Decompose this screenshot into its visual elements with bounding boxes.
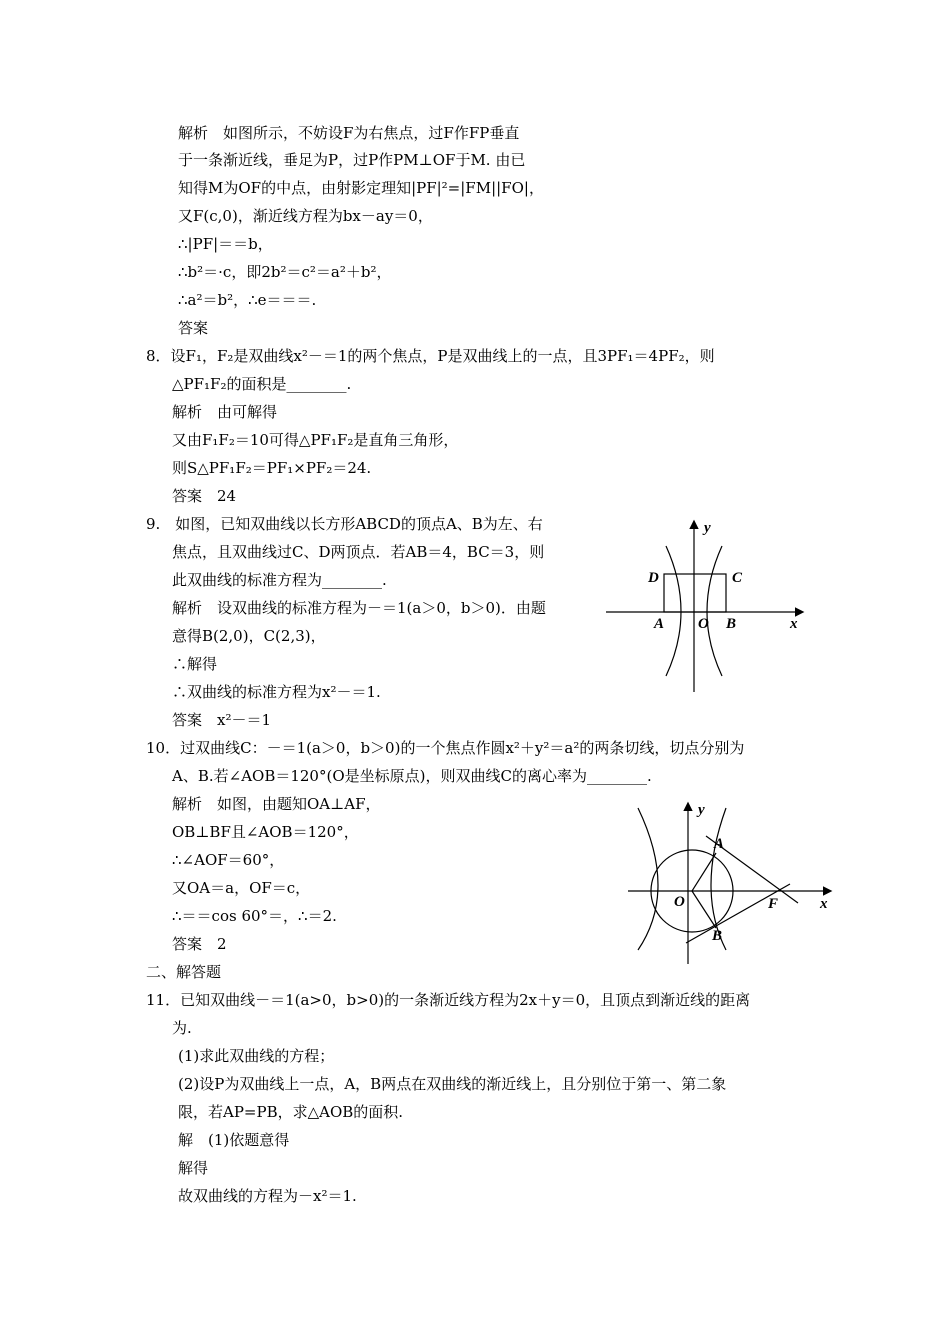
label-o: O xyxy=(698,616,709,632)
hyperbola-rectangle-figure xyxy=(604,516,814,696)
text-line: OB⊥BF且∠AOB＝120°， xyxy=(172,823,359,841)
text-line: 答案 xyxy=(178,319,209,337)
label-y: y xyxy=(704,520,711,536)
label-x: x xyxy=(820,896,828,912)
text-line: 限，若AP=PB，求△AOB的面积. xyxy=(178,1103,404,1121)
text-line: ∴∠AOF＝60°， xyxy=(172,851,285,869)
text-line: 意得B(2,0)，C(2,3)， xyxy=(172,627,326,645)
label-o: O xyxy=(674,894,685,910)
label-a: A xyxy=(714,836,725,852)
text-line: (1)求此双曲线的方程； xyxy=(178,1047,335,1065)
text-line: 焦点，且双曲线过C、D两顶点．若AB＝4，BC＝3，则 xyxy=(172,543,545,561)
text-line: 答案 24 xyxy=(172,487,237,505)
text-line: ∴＝＝cos 60°＝，∴＝2. xyxy=(172,907,337,925)
text-line: 又F(c,0)，渐近线方程为bx－ay＝0， xyxy=(178,207,433,225)
text-line: △PF₁F₂的面积是________. xyxy=(172,375,352,393)
text-line: ∴b²＝·c，即2b²＝c²＝a²＋b²， xyxy=(178,263,392,281)
text-line: 此双曲线的标准方程为________. xyxy=(172,571,387,589)
text-line: 解得 xyxy=(178,1159,209,1177)
text-line: ∴|PF|＝＝b， xyxy=(178,235,273,253)
text-line: 解析 由可解得 xyxy=(172,403,278,421)
label-y: y xyxy=(698,802,705,818)
text-line: A、B.若∠AOB＝120°(O是坐标原点)，则双曲线C的离心率为________. xyxy=(172,767,652,785)
text-line: ∴a²＝b²，∴e＝＝＝. xyxy=(178,291,317,309)
label-d: D xyxy=(648,570,659,586)
text-line: 为. xyxy=(172,1019,192,1037)
text-line: 11．已知双曲线－＝1(a>0，b>0)的一条渐近线方程为2x＋y＝0，且顶点到渐近线的距离 xyxy=(146,991,751,1009)
text-line: ∴解得 xyxy=(172,655,218,673)
text-line: 解析 如图，由题知OA⊥AF， xyxy=(172,795,381,813)
text-line: ∴双曲线的标准方程为x²－＝1. xyxy=(172,683,381,701)
text-line: 又由F₁F₂＝10可得△PF₁F₂是直角三角形， xyxy=(172,431,459,449)
label-f: F xyxy=(768,896,779,912)
text-line: 则S△PF₁F₂＝PF₁×PF₂＝24. xyxy=(172,459,372,477)
label-x: x xyxy=(790,616,798,632)
text-line: 9. 如图，已知双曲线以长方形ABCD的顶点A、B为左、右 xyxy=(146,515,543,533)
text-line: 10．过双曲线C：－＝1(a＞0，b＞0)的一个焦点作圆x²＋y²＝a²的两条切线，切点分别为 xyxy=(146,739,745,757)
label-a: A xyxy=(654,616,665,632)
label-b: B xyxy=(726,616,737,632)
circle-tangent-figure xyxy=(626,798,836,968)
label-c: C xyxy=(732,570,743,586)
text-line: 故双曲线的方程为－x²＝1. xyxy=(178,1187,357,1205)
text-line: 又OA＝a，OF＝c， xyxy=(172,879,311,897)
text-line: 8．设F₁，F₂是双曲线x²－＝1的两个焦点，P是双曲线上的一点，且3PF₁＝4PF₂，则 xyxy=(146,347,715,365)
text-line: 答案 x²－＝1 xyxy=(172,711,272,729)
text-line: 于一条渐近线，垂足为P，过P作PM⊥OF于M. 由已 xyxy=(178,151,526,169)
text-line: 解析 如图所示，不妨设F为右焦点，过F作FP垂直 xyxy=(178,124,520,142)
text-line: (2)设P为双曲线上一点，A，B两点在双曲线的渐近线上，且分别位于第一、第二象 xyxy=(178,1075,727,1093)
text-line: 知得M为OF的中点，由射影定理知|PF|²=|FM||FO|， xyxy=(178,179,544,197)
label-b: B xyxy=(712,928,723,944)
text-line: 解析 设双曲线的标准方程为－＝1(a＞0，b＞0)．由题 xyxy=(172,599,546,617)
text-line: 解 (1)依题意得 xyxy=(178,1131,290,1149)
section-heading: 二、解答题 xyxy=(146,963,222,981)
text-line: 答案 2 xyxy=(172,935,227,953)
